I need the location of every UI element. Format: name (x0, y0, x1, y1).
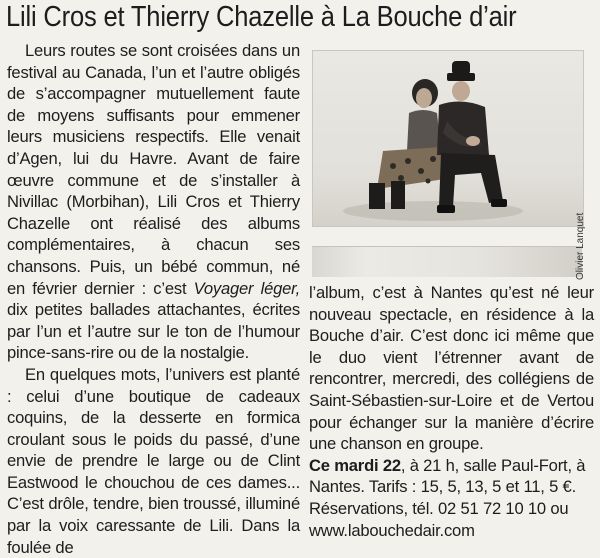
event-info (309, 455, 594, 541)
album-title: Voyager léger, (193, 278, 300, 298)
event-details: , à 21 h, salle Paul-Fort, à Nantes. Tarifs : 15, 5, 13, 5 et 11, 5 €. Réservations, tél. 02 51 72 10 10 ou www.labouchedair.com (309, 455, 586, 540)
paragraph-1-text-b: dix petites ballades attachantes, écrites par l’un et l’autre sur le ton de l’humour pince-sans-rire ou de la nostalgie. (7, 300, 300, 363)
article-headline: Lili Cros et Thierry Chazelle à La Bouche d’air (6, 1, 517, 33)
paragraph-3: l’album, c’est à Nantes qu’est né leur nouveau spectacle, en résidence à la Bouche d’air. C’est donc ici même que le duo vient l’étrenner avant de rencontrer, mercredi, des collégiens de Saint-Sébastien-sur-Loire et de Vertou pour échanger sur la manière d’écrire une chanson en groupe. (309, 283, 594, 454)
event-date: Ce mardi 22 (309, 455, 401, 475)
secondary-photo-strip (312, 246, 582, 277)
artist-photo (312, 50, 584, 227)
paragraph-1-text-a: Leurs routes se sont croisées dans un festival au Canada, l’un et l’autre obligés de s’accompagner mutuellement faute de moyens suffisants pour emmener leurs musiciens respectifs. Elle venait d’Agen, lui du Havre. Avant de faire œuvre commune et de s’installer à Nivillac (Morbihan), Lili Cros et Thierry Chazelle ont réalisé des albums complémentaires, à chacun ses chansons. Puis, un bébé commun, né en février dernier : c’est (7, 41, 300, 298)
paragraph-2: En quelques mots, l’univers est planté : celui d’une boutique de cadeaux coquins, de la desserte en formica croulant sous le poids du passé, d’une envie de prendre le large ou de Clint Eastwood le chouchou de ces dames... C’est drôle, tendre, bien troussé, illuminé par la voix caressante de Lili. Dans la foulée de (7, 364, 300, 557)
article-column-left (7, 40, 300, 558)
paragraph-1 (7, 40, 300, 364)
photo-credit: Olivier Lanquet (575, 212, 586, 280)
photo-illustration (313, 51, 583, 226)
article-column-right (309, 282, 594, 541)
